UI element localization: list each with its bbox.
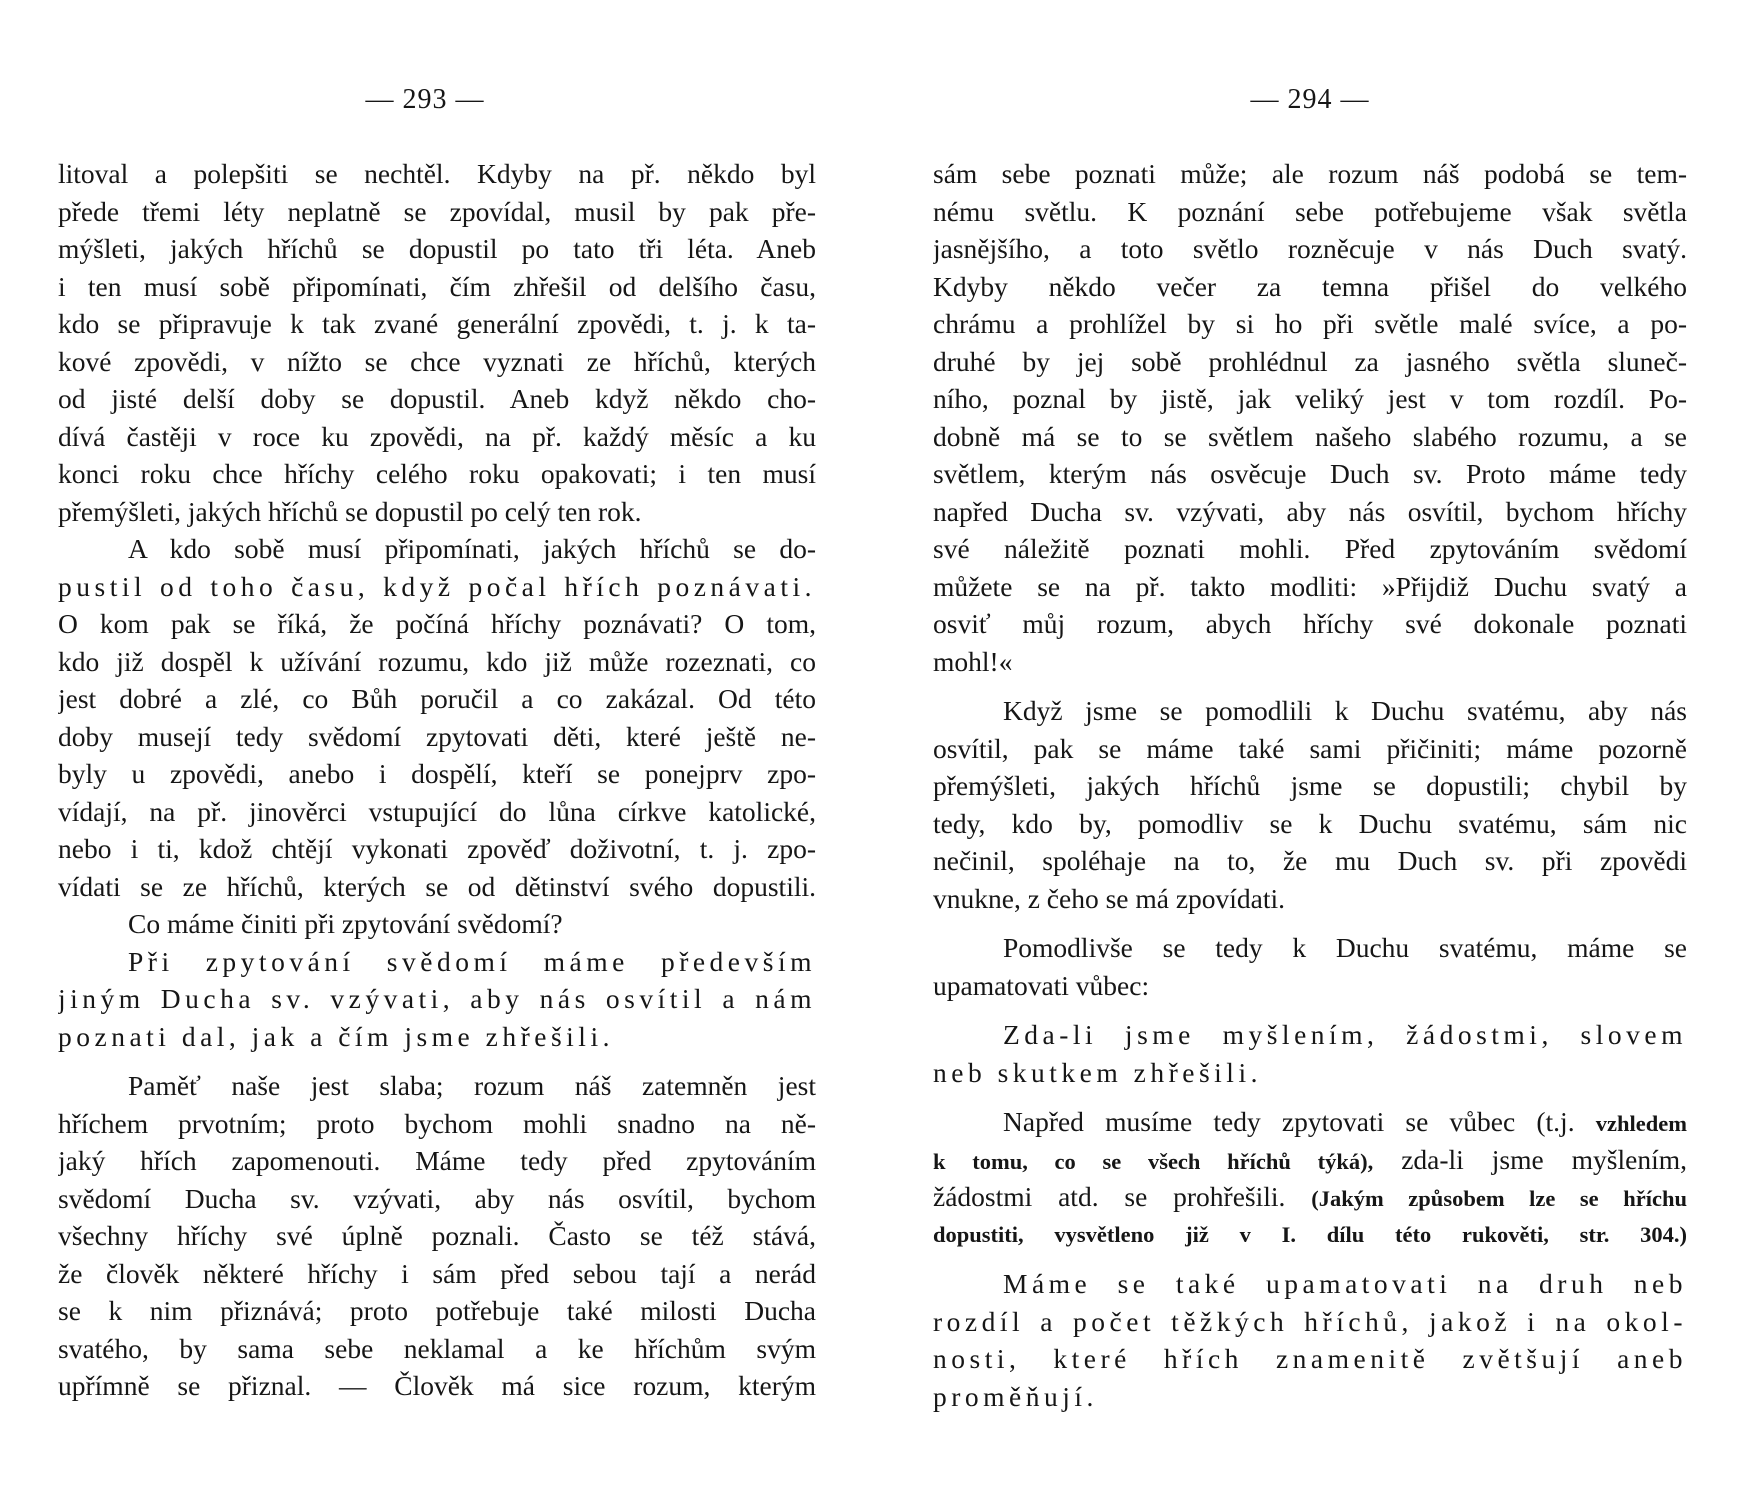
text-line: nebo i ti, kdož chtějí vykonati zpověď doživotní, t. j. zpo- <box>58 833 816 864</box>
text-line: Pomodlivše se tedy k Duchu svatému, máme se <box>1003 932 1687 963</box>
text-line: upamatovati vůbec: <box>933 969 1150 1001</box>
text-line: od jisté delší doby se dopustil. Aneb když někdo cho- <box>58 383 816 414</box>
right-page <box>933 0 1687 1500</box>
text-line: jest dobré a zlé, co Bůh poručil a co zakázal. Od této <box>58 683 816 714</box>
text-line: chrámu a prohlížel by si ho při světle malé svíce, a po- <box>933 308 1687 339</box>
text-line: mohl!« <box>933 645 1013 677</box>
emphasis-line: Máme se také upamatovati na druh neb <box>1003 1268 1687 1299</box>
small-print-fragment: vzhledem <box>1595 1111 1687 1136</box>
text-line: mýšleti, jakých hříchů se dopustil po tato tři léta. Aneb <box>58 233 816 264</box>
text-line: kdo již dospěl k užívání rozumu, kdo již může rozeznati, co <box>58 645 816 677</box>
text-line: dívá častěji v roce ku zpovědi, na př. každý měsíc a ku <box>58 420 816 452</box>
left-page <box>58 0 816 1500</box>
text-line: přede třemi léty neplatně se zpovídal, musil by pak pře- <box>58 195 816 227</box>
text-line: Kdyby někdo večer za temna přišel do velkého <box>933 270 1687 302</box>
text-line: tedy, kdo by, pomodliv se k Duchu svatému, sám nic <box>933 807 1687 839</box>
right-page-number: — 294 — <box>1250 84 1370 115</box>
text-line: sám sebe poznati může; ale rozum náš podobá se tem- <box>933 158 1687 189</box>
question-line: Co máme činiti při zpytování svědomí? <box>128 908 563 939</box>
line-fragment: žádostmi atd. se prohřešili. <box>933 1181 1286 1212</box>
emphasis-line: nosti, které hřích znamenitě zvětšují aneb <box>933 1343 1687 1374</box>
line-fragment: zda-li jsme myšlením, <box>1401 1143 1687 1175</box>
text-line: byly u zpovědi, anebo i dospělí, kteří se ponejprv zpo- <box>58 758 816 789</box>
text-line: ního, poznal by jistě, jak veliký jest v tom rozdíl. Po- <box>933 383 1687 414</box>
line-fragment: Napřed musíme tedy zpytovati se vůbec (t.j. <box>1003 1106 1575 1137</box>
answer-line: poznati dal, jak a čím jsme zhřešili. <box>58 1020 614 1052</box>
text-line: doby musejí tedy svědomí zpytovati děti, které ještě ne- <box>58 720 816 752</box>
text-line: svědomí Ducha sv. vzývati, aby nás osvítil, bychom <box>58 1182 816 1214</box>
small-print-fragment: (Jakým způsobem lze se hříchu <box>1311 1186 1687 1211</box>
text-line: A kdo sobě musí připomínati, jakých hříchů se do- <box>128 533 816 564</box>
small-print-fragment: k tomu, co se všech hříchů týká), <box>933 1148 1374 1174</box>
text-line <box>933 1141 1687 1179</box>
text-line: napřed Ducha sv. vzývati, aby nás osvítil, bychom hříchy <box>933 495 1687 527</box>
text-line: druhé by jej sobě prohlédnul za jasného světla sluneč- <box>933 345 1687 377</box>
text-line: můžete se na př. takto modliti: »Přijdiž Duchu svatý a <box>933 570 1687 602</box>
text-line <box>933 1103 1687 1141</box>
text-line: konci roku chce hříchy celého roku opakovati; i ten musí <box>58 458 816 489</box>
text-line: hříchem prvotním; proto bychom mohli snadno na ně- <box>58 1107 816 1139</box>
text-line: všechny hříchy své úplně poznali. Často se též stává, <box>58 1220 816 1251</box>
text-line: O kom pak se říká, že počíná hříchy poznávati? O tom, <box>58 608 816 639</box>
emphasis-line: proměňují. <box>933 1380 1098 1412</box>
text-line: Když jsme se pomodlili k Duchu svatému, aby nás <box>1003 695 1687 726</box>
text-line: pustil od toho času, když počal hřích poznávati. <box>58 570 816 602</box>
answer-line: jiným Ducha sv. vzývati, aby nás osvítil a nám <box>58 983 816 1014</box>
left-page-number: — 293 — <box>365 84 485 115</box>
text-line: Paměť naše jest slaba; rozum náš zatemněn jest <box>128 1070 816 1101</box>
right-page-text <box>933 155 1687 1415</box>
text-line: i ten musí sobě připomínati, čím zhřešil od delšího času, <box>58 270 816 302</box>
text-line: osviť můj rozum, abych hříchy své dokonale poznati <box>933 608 1687 639</box>
text-line: přemýšleti, jakých hříchů jsme se dopustili; chybil by <box>933 770 1687 801</box>
text-line: že člověk některé hříchy i sám před sebou tají a nerád <box>58 1257 816 1289</box>
emphasis-line: Zda-li jsme myšlením, žádostmi, slovem <box>1003 1019 1687 1050</box>
text-line: svatého, by sama sebe neklamal a ke hříchům svým <box>58 1332 816 1364</box>
left-page-text <box>58 155 816 1405</box>
text-line: vnukne, z čeho se má zpovídati. <box>933 882 1286 914</box>
text-line: přemýšleti, jakých hříchů se dopustil po celý ten rok. <box>58 495 642 527</box>
text-line: jaký hřích zapomenouti. Máme tedy před zpytováním <box>58 1145 816 1176</box>
emphasis-line: neb skutkem zhřešili. <box>933 1056 1262 1088</box>
text-line <box>933 1178 1687 1216</box>
text-line: kové zpovědi, v nížto se chce vyznati ze hříchů, kterých <box>58 345 816 377</box>
text-line: své náležitě poznati mohli. Před zpytováním svědomí <box>933 533 1687 564</box>
text-line: světlem, kterým nás osvěcuje Duch sv. Proto máme tedy <box>933 458 1687 489</box>
text-line: kdo se připravuje k tak zvané generální zpovědi, t. j. k ta- <box>58 308 816 339</box>
text-line: nému světlu. K poznání sebe potřebujeme však světla <box>933 195 1687 227</box>
text-line: upřímně se přiznal. — Člověk má sice rozum, kterým <box>58 1370 816 1401</box>
text-line: vídati se ze hříchů, kterých se od dětinství svého dopustili. <box>58 870 816 902</box>
answer-line: Při zpytování svědomí máme především <box>128 945 816 977</box>
emphasis-line: rozdíl a počet těžkých hříchů, jakož i na okol- <box>933 1305 1687 1337</box>
text-line: nečinil, spoléhaje na to, že mu Duch sv. při zpovědi <box>933 845 1687 876</box>
text-line: litoval a polepšiti se nechtěl. Kdyby na př. někdo byl <box>58 158 816 189</box>
text-line: osvítil, pak se máme také sami přičiniti; máme pozorně <box>933 732 1687 764</box>
text-line: dobně má se to se světlem našeho slabého rozumu, a se <box>933 420 1687 452</box>
small-print-line: dopustiti, vysvětleno již v I. dílu této rukověti, str. 304.) <box>933 1221 1687 1247</box>
text-line: vídají, na př. jinověrci vstupující do lůna církve katolické, <box>58 795 816 827</box>
text-line: se k nim přiznává; proto potřebuje také milosti Ducha <box>58 1295 816 1326</box>
text-line: jasnějšího, a toto světlo rozněcuje v nás Duch svatý. <box>933 233 1687 264</box>
